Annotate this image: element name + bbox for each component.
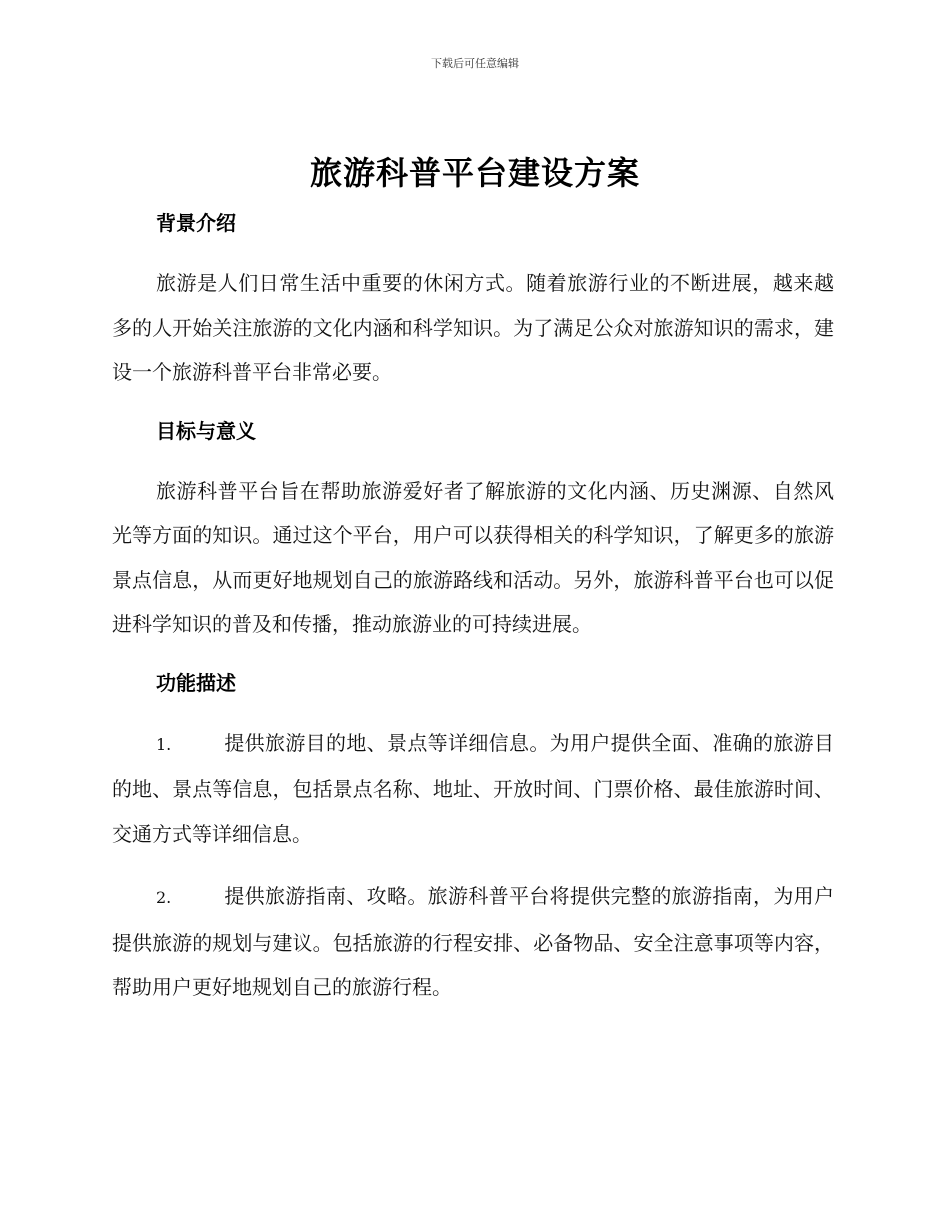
section-paragraph: 旅游是人们日常生活中重要的休闲方式。随着旅游行业的不断进展，越来越多的人开始关注旅游的文化内涵和科学知识。为了满足公众对旅游知识的需求，建设一个旅游科普平台非常必要。	[112, 271, 834, 384]
section-heading: 功能描述	[156, 670, 236, 695]
section-background	[112, 205, 834, 395]
document-title: 旅游科普平台建设方案	[309, 154, 640, 192]
list-number: 1.	[156, 734, 172, 754]
section-heading: 背景介绍	[156, 211, 236, 235]
list-item	[112, 721, 834, 857]
section-goals	[112, 413, 834, 647]
list-item-text: 提供旅游目的地、景点等详细信息。为用户提供全面、准确的旅游目的地、景点等信息，包括景点名称、地址、开放时间、门票价格、最佳旅游时间、交通方式等详细信息。	[112, 730, 834, 846]
header-note: 下载后可任意编辑	[431, 57, 519, 70]
document-body	[112, 205, 834, 1010]
list-number: 2.	[156, 888, 172, 907]
section-paragraph: 旅游科普平台旨在帮助旅游爱好者了解旅游的文化内涵、历史渊源、自然风光等方面的知识。通过这个平台，用户可以获得相关的科学知识，了解更多的旅游景点信息，从而更好地规划自己的旅游路线和活动。另外，旅游科普平台也可以促进科学知识的普及和传播，推动旅游业的可持续进展。	[112, 478, 834, 636]
list-item	[112, 874, 834, 1010]
section-heading: 目标与意义	[156, 418, 256, 443]
list-item-text: 提供旅游指南、攻略。旅游科普平台将提供完整的旅游指南，为用户提供旅游的规划与建议。包括旅游的行程安排、必备物品、安全注意事项等内容，帮助用户更好地规划自己的旅游行程。	[112, 884, 834, 999]
section-features	[112, 665, 834, 1010]
